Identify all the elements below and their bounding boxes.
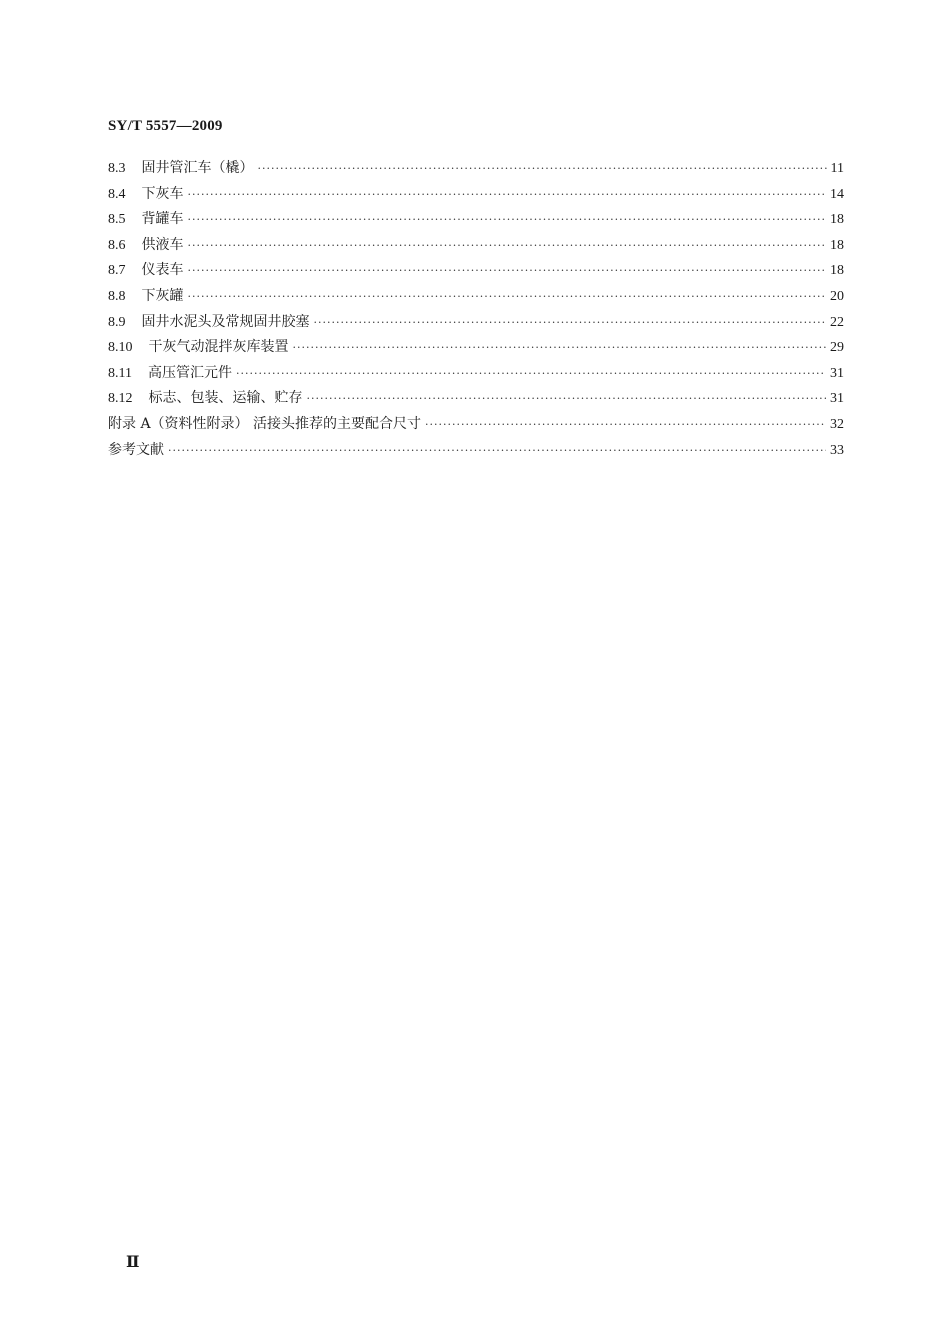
toc-entry-8-7[interactable] bbox=[108, 258, 844, 284]
toc-leader-dots bbox=[425, 412, 826, 438]
toc-section-number: 8.3 bbox=[108, 161, 126, 176]
toc-leader-dots bbox=[188, 284, 827, 310]
toc-page-number: 31 bbox=[830, 365, 844, 381]
toc-section-number: 8.11 bbox=[108, 365, 132, 381]
toc-title: 固井水泥头及常规固井胶塞 bbox=[141, 313, 310, 330]
toc-section-number: 8.8 bbox=[108, 288, 126, 304]
toc-section-number: 8.10 bbox=[108, 340, 133, 356]
table-of-contents bbox=[108, 156, 844, 463]
toc-entry-8-10[interactable] bbox=[108, 335, 844, 361]
toc-title: 干灰气动混拌灰库装置 bbox=[148, 339, 289, 356]
toc-title: 仪表车 bbox=[141, 262, 184, 279]
toc-section-number: 8.4 bbox=[108, 186, 126, 202]
toc-entry-references[interactable] bbox=[108, 438, 844, 464]
toc-page-number: 18 bbox=[830, 263, 844, 279]
toc-leader-dots bbox=[188, 233, 827, 259]
standard-code: SY/T 5557—2009 bbox=[108, 118, 223, 134]
toc-page-number: 18 bbox=[830, 237, 844, 253]
toc-leader-dots bbox=[293, 335, 827, 361]
toc-page-number: 29 bbox=[830, 340, 844, 356]
toc-page-number: 22 bbox=[830, 314, 844, 330]
toc-leader-dots bbox=[188, 182, 827, 208]
toc-leader-dots bbox=[307, 386, 827, 412]
footer-page-number: Ⅱ bbox=[126, 1254, 140, 1271]
toc-section-number: 8.9 bbox=[108, 314, 126, 330]
toc-title: 下灰罐 bbox=[141, 287, 184, 304]
toc-leader-dots bbox=[188, 207, 827, 233]
toc-page-number: 11 bbox=[830, 161, 844, 176]
toc-leader-dots bbox=[188, 258, 827, 284]
toc-entry-8-3[interactable] bbox=[108, 156, 844, 182]
toc-section-number: 8.5 bbox=[108, 212, 126, 228]
toc-section-number: 8.12 bbox=[108, 391, 133, 407]
toc-entry-8-11[interactable] bbox=[108, 361, 844, 387]
toc-title: 下灰车 bbox=[141, 185, 184, 202]
toc-leader-dots bbox=[314, 310, 827, 336]
toc-entry-8-4[interactable] bbox=[108, 182, 844, 208]
toc-title: 供液车 bbox=[141, 236, 184, 253]
toc-entry-8-5[interactable] bbox=[108, 207, 844, 233]
toc-entry-appendix-a[interactable] bbox=[108, 412, 844, 438]
toc-entry-8-6[interactable] bbox=[108, 233, 844, 259]
toc-title: 高压管汇元件 bbox=[147, 364, 232, 381]
toc-page-number: 14 bbox=[830, 186, 844, 202]
toc-leader-dots bbox=[236, 361, 826, 387]
toc-page-number: 33 bbox=[830, 442, 844, 458]
toc-title: 附录 A（资料性附录） 活接头推荐的主要配合尺寸 bbox=[108, 415, 422, 432]
toc-title: 标志、包装、运输、贮存 bbox=[148, 390, 303, 407]
toc-section-number: 8.7 bbox=[108, 263, 126, 279]
toc-page-number: 20 bbox=[830, 288, 844, 304]
toc-page-number: 32 bbox=[830, 416, 844, 432]
toc-leader-dots bbox=[168, 438, 826, 464]
toc-section-number: 8.6 bbox=[108, 237, 126, 253]
toc-title: 背罐车 bbox=[141, 211, 184, 228]
toc-title: 固井管汇车（橇） bbox=[141, 160, 254, 176]
toc-title: 参考文献 bbox=[108, 441, 164, 458]
toc-page-number: 31 bbox=[830, 391, 844, 407]
toc-leader-dots bbox=[258, 156, 827, 182]
toc-entry-8-12[interactable] bbox=[108, 386, 844, 412]
toc-page-number: 18 bbox=[830, 212, 844, 228]
toc-entry-8-8[interactable] bbox=[108, 284, 844, 310]
toc-entry-8-9[interactable] bbox=[108, 310, 844, 336]
